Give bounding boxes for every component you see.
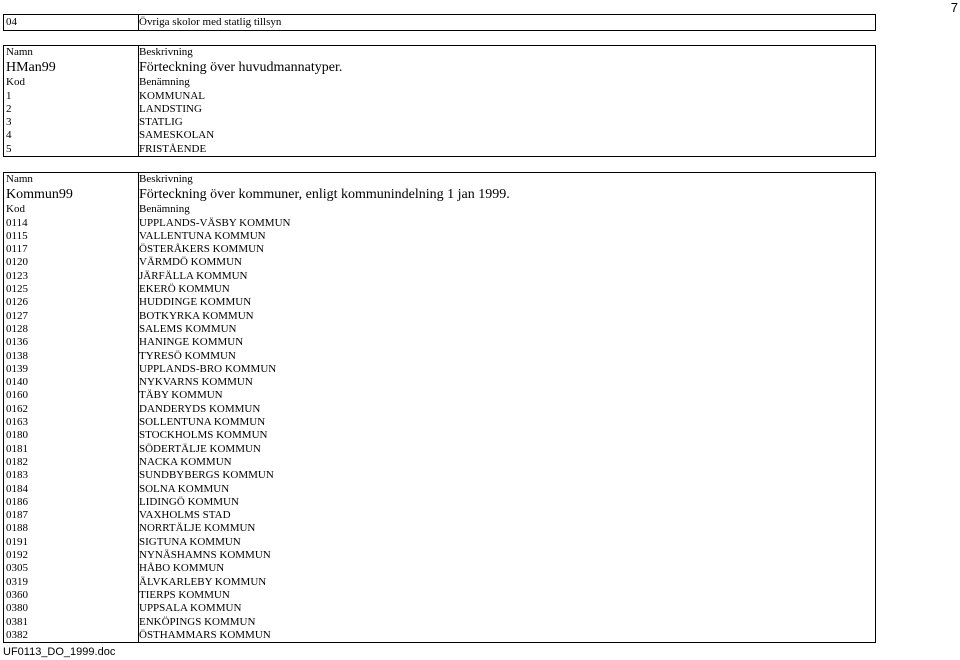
hman-label-row [4,46,875,59]
table-row [4,336,875,349]
row-label: NYNÄSHAMNS KOMMUN [139,549,271,562]
hman-table [3,45,876,157]
row-label: LANDSTING [139,102,202,115]
row-label: DANDERYDS KOMMUN [139,402,261,415]
header-row [4,15,875,30]
row-code: 0305 [6,562,28,575]
table-name: HMan99 [6,60,56,76]
table-row [4,469,875,482]
row-code: 0160 [6,389,28,402]
row-label: SOLNA KOMMUN [139,482,230,495]
table-row [4,443,875,456]
row-code: 0182 [6,455,28,468]
table-row [4,616,875,629]
table-row [4,589,875,602]
row-code: 0136 [6,336,28,349]
row-code: 0123 [6,269,28,282]
table-row [4,403,875,416]
row-code: 0114 [6,216,28,229]
row-label: SOLLENTUNA KOMMUN [139,416,266,429]
table-row [4,509,875,522]
kommun-label-row [4,173,875,186]
row-label: BOTKYRKA KOMMUN [139,309,254,322]
table-row [4,323,875,336]
table-row [4,283,875,296]
row-code: 0181 [6,442,28,455]
hman-title-row [4,59,875,76]
hman-rows [4,90,875,156]
row-code: 0319 [6,575,28,588]
header-title: Övriga skolor med statlig tillsyn [139,16,282,28]
section-header [3,14,876,31]
row-label: SIGTUNA KOMMUN [139,535,241,548]
row-label: KOMMUNAL [139,89,205,102]
code-label: Kod [6,203,25,216]
name-label: Namn [6,46,33,58]
row-label: UPPSALA KOMMUN [139,602,242,615]
table-row [4,217,875,230]
row-label: VAXHOLMS STAD [139,509,231,522]
row-code: 0187 [6,509,28,522]
row-code: 4 [6,129,12,142]
table-row [4,243,875,256]
row-code: 0192 [6,549,28,562]
name-label: Namn [6,173,33,185]
desc-label: Beskrivning [139,46,193,58]
table-row [4,389,875,402]
row-code: 0188 [6,522,28,535]
table-row [4,103,875,116]
row-label: TÄBY KOMMUN [139,389,223,402]
kommun-rows [4,217,875,643]
row-code: 3 [6,116,12,129]
row-label: EKERÖ KOMMUN [139,283,230,296]
code-label: Kod [6,76,25,89]
row-code: 0140 [6,376,28,389]
page-number: 7 [950,0,958,15]
row-label: SÖDERTÄLJE KOMMUN [139,442,261,455]
table-row [4,256,875,269]
row-label: HÅBO KOMMUN [139,562,225,575]
table-description: Förteckning över huvudmannatyper. [139,60,343,76]
row-label: FRISTÅENDE [139,142,207,155]
benamning-label: Benämning [139,76,190,89]
table-row [4,230,875,243]
row-code: 2 [6,102,12,115]
row-label: UPPLANDS-BRO KOMMUN [139,362,277,375]
table-row [4,629,875,642]
row-code: 0382 [6,628,28,641]
row-code: 0117 [6,243,28,256]
table-row [4,416,875,429]
row-code: 5 [6,142,12,155]
row-label: HANINGE KOMMUN [139,336,244,349]
table-row [4,496,875,509]
row-code: 0139 [6,362,28,375]
row-code: 0128 [6,322,28,335]
row-code: 0191 [6,535,28,548]
table-row [4,143,875,156]
row-label: ÄLVKARLEBY KOMMUN [139,575,267,588]
row-label: NYKVARNS KOMMUN [139,376,253,389]
table-row [4,90,875,103]
row-label: VÄRMDÖ KOMMUN [139,256,242,269]
table-row [4,602,875,615]
table-row [4,310,875,323]
table-row [4,363,875,376]
table-name: Kommun99 [6,187,73,203]
row-code: 0115 [6,229,28,242]
table-row [4,129,875,142]
row-label: TYRESÖ KOMMUN [139,349,236,362]
row-code: 0162 [6,402,28,415]
row-code: 1 [6,89,12,102]
table-row [4,350,875,363]
row-code: 0120 [6,256,28,269]
row-label: HUDDINGE KOMMUN [139,296,252,309]
table-row [4,522,875,535]
table-row [4,576,875,589]
footer-filename: UF0113_DO_1999.doc [3,646,116,658]
table-row [4,429,875,442]
row-code: 0381 [6,615,28,628]
row-label: STATLIG [139,116,183,129]
row-code: 0183 [6,469,28,482]
row-label: ENKÖPINGS KOMMUN [139,615,256,628]
header-code: 04 [6,16,17,28]
row-code: 0163 [6,416,28,429]
row-label: STOCKHOLMS KOMMUN [139,429,268,442]
row-label: SUNDBYBERGS KOMMUN [139,469,274,482]
row-label: VALLENTUNA KOMMUN [139,229,266,242]
row-code: 0186 [6,495,28,508]
row-label: JÄRFÄLLA KOMMUN [139,269,248,282]
kommun-column-header [4,203,875,216]
table-row [4,116,875,129]
row-label: ÖSTHAMMARS KOMMUN [139,628,271,641]
table-row [4,536,875,549]
row-code: 0380 [6,602,28,615]
table-row [4,549,875,562]
table-row [4,270,875,283]
row-code: 0126 [6,296,28,309]
row-code: 0360 [6,588,28,601]
desc-label: Beskrivning [139,173,193,185]
row-label: NACKA KOMMUN [139,455,232,468]
row-code: 0125 [6,283,28,296]
row-label: LIDINGÖ KOMMUN [139,495,239,508]
row-label: UPPLANDS-VÄSBY KOMMUN [139,216,291,229]
row-label: ÖSTERÅKERS KOMMUN [139,243,264,256]
row-code: 0184 [6,482,28,495]
row-code: 0127 [6,309,28,322]
row-label: SAMESKOLAN [139,129,215,142]
table-row [4,456,875,469]
row-code: 0138 [6,349,28,362]
kommun-table [3,172,876,643]
row-code: 0180 [6,429,28,442]
kommun-title-row [4,186,875,203]
table-row [4,296,875,309]
table-row [4,483,875,496]
row-label: SALEMS KOMMUN [139,322,237,335]
table-row [4,376,875,389]
table-description: Förteckning över kommuner, enligt kommunindelning 1 jan 1999. [139,187,510,203]
row-label: NORRTÄLJE KOMMUN [139,522,256,535]
benamning-label: Benämning [139,203,190,216]
row-label: TIERPS KOMMUN [139,588,230,601]
hman-column-header [4,76,875,89]
table-row [4,562,875,575]
